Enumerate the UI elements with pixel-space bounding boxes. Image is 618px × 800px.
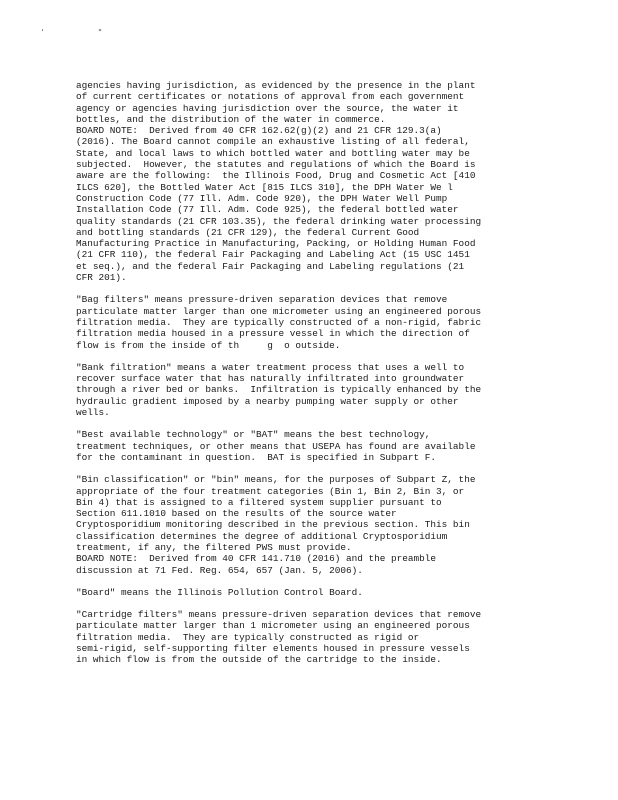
text-line: "Board" means the Illinois Pollution Control Board. xyxy=(76,586,363,598)
text-line: (2016). The Board cannot compile an exhaustive listing of all federal, xyxy=(76,136,470,148)
text-line: agency or agencies having jurisdiction over the source, the water it xyxy=(76,102,459,114)
text-line: hydraulic gradient imposed by a nearby pumping water supply or other xyxy=(76,395,459,407)
para-cartridge-filters xyxy=(76,609,546,665)
text-line: State, and local laws to which bottled water and bottling water may be xyxy=(76,147,470,159)
text-line: "Bag filters" means pressure-driven separation devices that remove xyxy=(76,294,448,306)
text-line: in which flow is from the outside of the cartridge to the inside. xyxy=(76,654,442,666)
text-line: quality standards (21 CFR 103.35), the federal drinking water processing xyxy=(76,215,482,227)
text-line: particulate matter larger than one micrometer using an engineered porous xyxy=(76,305,482,317)
text-line: subjected. However, the statutes and regulations of which the Board is xyxy=(76,159,476,171)
text-line: "Bank filtration" means a water treatment process that uses a well to xyxy=(76,361,465,373)
text-line: flow is from the inside of th g o outside. xyxy=(76,339,341,351)
text-line: treatment, if any, the filtered PWS must provide. xyxy=(76,541,352,553)
para-bin-classification xyxy=(76,474,546,576)
text-line: semi-rigid, self-supporting filter elements housed in pressure vessels xyxy=(76,643,470,655)
text-line: BOARD NOTE: Derived from 40 CFR 162.62(g)(2) and 21 CFR 129.3(a) xyxy=(76,125,442,137)
text-line: filtration media. They are typically constructed of a non-rigid, fabric xyxy=(76,316,482,328)
text-line: and bottling standards (21 CFR 129), the federal Current Good xyxy=(76,226,420,238)
text-line: treatment techniques, or other means that USEPA has found are available xyxy=(76,440,476,452)
text-line: for the contaminant in question. BAT is specified in Subpart F. xyxy=(76,451,437,463)
para-best-available-technology xyxy=(76,429,546,463)
text-line: of current certificates or notations of approval from each government xyxy=(76,91,465,103)
text-line: Installation Code (77 Ill. Adm. Code 925), the federal bottled water xyxy=(76,204,459,216)
text-line: aware are the following: the Illinois Food, Drug and Cosmetic Act [410 xyxy=(76,170,476,182)
text-line: agencies having jurisdiction, as evidenced by the presence in the plant xyxy=(76,80,476,91)
text-line: discussion at 71 Fed. Reg. 654, 657 (Jan. 5, 2006). xyxy=(76,564,363,576)
text-line: classification determines the degree of additional Cryptosporidium xyxy=(76,530,448,542)
document-body xyxy=(76,80,546,677)
text-line: (21 CFR 110), the federal Fair Packaging and Labeling Act (15 USC 1451 xyxy=(76,249,470,261)
text-line: "Cartridge filters" means pressure-driven separation devices that remove xyxy=(76,609,482,621)
text-line: Construction Code (77 Ill. Adm. Code 920), the DPH Water Well Pump xyxy=(76,192,448,204)
text-line: "Best available technology" or "BAT" means the best technology, xyxy=(76,429,431,441)
text-line: particulate matter larger than 1 micrometer using an engineered porous xyxy=(76,620,470,632)
text-line: Cryptosporidium monitoring described in the previous section. This bin xyxy=(76,519,470,531)
text-line: appropriate of the four treatment categories (Bin 1, Bin 2, Bin 3, or xyxy=(76,485,465,497)
text-line: Section 611.1010 based on the results of the source water xyxy=(76,508,397,520)
text-line: "Bin classification" or "bin" means, for the purposes of Subpart Z, the xyxy=(76,474,476,486)
scan-specks: ' " xyxy=(40,28,127,37)
text-line: filtration media housed in a pressure vessel in which the direction of xyxy=(76,328,470,340)
text-line: et seq.), and the federal Fair Packaging and Labeling regulations (21 xyxy=(76,260,465,272)
text-line: recover surface water that has naturally infiltrated into groundwater xyxy=(76,373,465,385)
text-line: through a river bed or banks. Infiltration is typically enhanced by the xyxy=(76,384,482,396)
text-line: Manufacturing Practice in Manufacturing, Packing, or Holding Human Food xyxy=(76,238,476,250)
text-line: filtration media. They are typically constructed as rigid or xyxy=(76,631,420,643)
text-line: wells. xyxy=(76,407,110,419)
para-bank-filtration xyxy=(76,362,546,418)
text-line: CFR 201). xyxy=(76,272,127,284)
text-line: BOARD NOTE: Derived from 40 CFR 141.710 (2016) and the preamble xyxy=(76,553,437,565)
para-bag-filters xyxy=(76,294,546,350)
para-approval-certificates xyxy=(76,80,546,283)
text-line: bottles, and the distribution of the water in commerce. xyxy=(76,113,386,125)
text-line: Bin 4) that is assigned to a filtered system supplier pursuant to xyxy=(76,496,442,508)
para-board xyxy=(76,587,546,598)
text-line: ILCS 620], the Bottled Water Act [815 ILCS 310], the DPH Water We l xyxy=(76,181,453,193)
